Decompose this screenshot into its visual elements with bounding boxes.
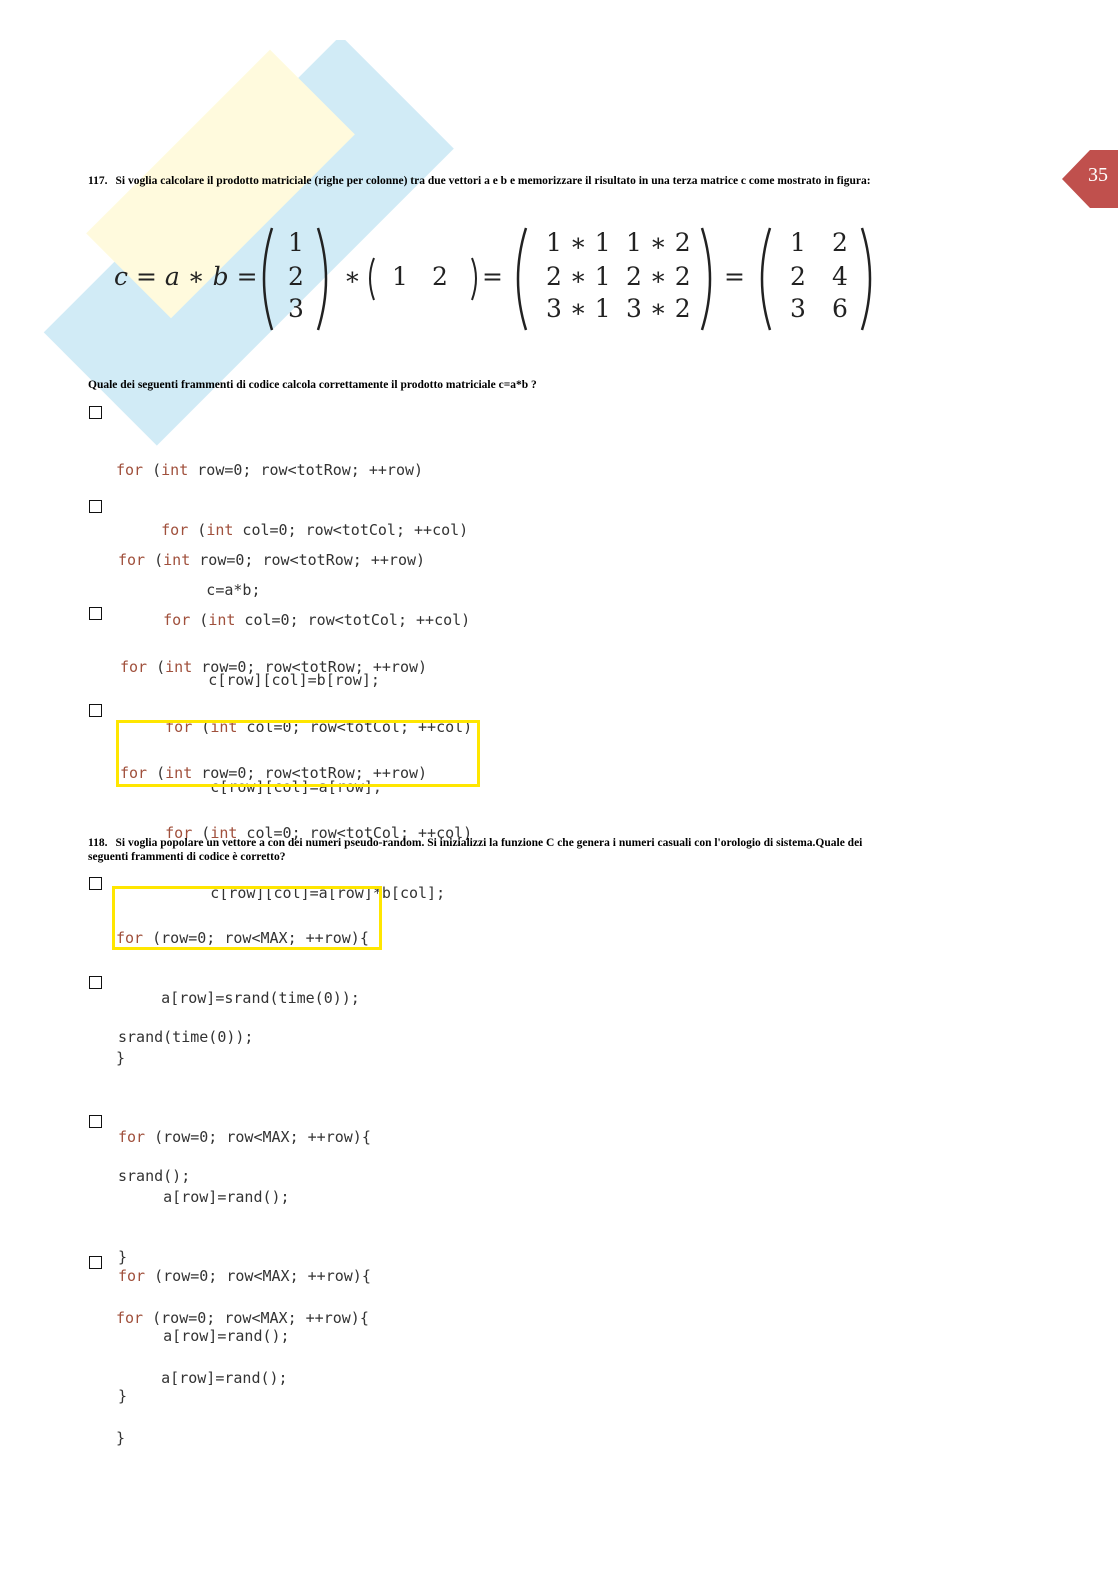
question-117	[88, 174, 1008, 188]
result-3-2: 6	[832, 294, 848, 323]
code-line: for (row=0; row<MAX; ++row){	[116, 929, 369, 947]
code-line: for (int col=0; row<totCol; ++col)	[165, 718, 473, 736]
q117-option-2-checkbox[interactable]	[89, 500, 102, 513]
vector-b-2: 2	[432, 262, 448, 291]
code-line: for (int row=0; row<totRow; ++row)	[120, 764, 428, 782]
code-line: for (row=0; row<MAX; ++row){	[116, 1309, 369, 1327]
question-number: 118.	[88, 837, 108, 849]
code-line: for (int row=0; row<totRow; ++row)	[116, 461, 424, 479]
product-3-1: 3 ∗ 1	[546, 294, 611, 323]
vector-a-1: 1	[288, 228, 304, 257]
code-line: c[row][col]=a[row]*b[col];	[120, 884, 446, 902]
vector-a-3: 3	[288, 294, 304, 323]
q118-option-3-checkbox[interactable]	[89, 1115, 102, 1128]
code-line: srand();	[118, 1167, 191, 1185]
code-line: a[row]=rand();	[118, 1188, 290, 1206]
q118-option-1-checkbox[interactable]	[89, 877, 102, 890]
product-2-2: 2 ∗ 2	[626, 262, 691, 291]
page-number-badge	[1062, 150, 1118, 208]
result-1-1: 1	[790, 228, 806, 257]
q118-option-4-code	[116, 1268, 369, 1468]
vector-b-1: 1	[392, 262, 408, 291]
q118-option-4-checkbox[interactable]	[89, 1256, 102, 1269]
product-1-1: 1 ∗ 1	[546, 228, 611, 257]
question-text-cont: seguenti frammenti di codice è corretto?	[88, 851, 286, 863]
code-line: }	[118, 1387, 128, 1405]
code-line: for (int col=0; row<totCol; ++col)	[165, 824, 473, 842]
product-2-1: 2 ∗ 1	[546, 262, 611, 291]
code-line: c[row][col]=a[row];	[120, 778, 382, 796]
page-number: 35	[1088, 164, 1108, 186]
question-118	[88, 836, 1008, 864]
code-line: for (int row=0; row<totRow; ++row)	[118, 551, 426, 569]
q117-option-4-checkbox[interactable]	[89, 704, 102, 717]
formula-lhs: c = a ∗ b =	[114, 262, 258, 291]
code-line: a[row]=rand();	[116, 1369, 288, 1387]
formula-times: ∗	[344, 262, 361, 291]
product-1-2: 1 ∗ 2	[626, 228, 691, 257]
matrix-formula	[114, 224, 884, 334]
code-line: for (int col=0; row<totCol; ++col)	[161, 521, 469, 539]
vector-b-parens	[364, 254, 484, 304]
q118-option-2-checkbox[interactable]	[89, 976, 102, 989]
q117-option-1-checkbox[interactable]	[89, 406, 102, 419]
code-line: }	[118, 1248, 128, 1266]
code-line: a[row]=rand();	[118, 1327, 290, 1345]
code-line: a[row]=srand(time(0));	[116, 989, 360, 1007]
result-matrix-parens	[754, 224, 880, 334]
code-line: }	[116, 1429, 126, 1447]
formula-equals-1: =	[482, 262, 503, 291]
result-1-2: 2	[832, 228, 848, 257]
code-line: c=a*b;	[116, 581, 261, 599]
code-line: for (row=0; row<MAX; ++row){	[118, 1267, 371, 1285]
code-line: srand(time(0));	[118, 1028, 254, 1046]
question-text: Si voglia calcolare il prodotto matriciale (righe per colonne) tra due vettori a e b e memorizzare il risultato in una terza matrice c come mostrato in figura:	[115, 175, 871, 187]
vector-a-2: 2	[288, 262, 304, 291]
result-3-1: 3	[790, 294, 806, 323]
question-117-prompt: Quale dei seguenti frammenti di codice calcola correttamente il prodotto matriciale c=a*b ?	[88, 379, 537, 391]
question-number: 117.	[88, 175, 108, 187]
code-line: for (row=0; row<MAX; ++row){	[118, 1128, 371, 1146]
code-line: for (int row=0; row<totRow; ++row)	[120, 658, 428, 676]
code-line: for (int col=0; row<totCol; ++col)	[163, 611, 471, 629]
product-3-2: 3 ∗ 2	[626, 294, 691, 323]
code-line: c[row][col]=b[row];	[118, 671, 380, 689]
formula-equals-2: =	[724, 262, 745, 291]
code-line: }	[116, 1049, 126, 1067]
result-2-2: 4	[832, 262, 848, 291]
question-text: Si voglia popolare un vettore a con dei numeri pseudo-random. Si inizializzi la funzione C che genera i numeri casuali con l'orologio di sistema.Quale dei	[115, 837, 863, 849]
q117-option-3-checkbox[interactable]	[89, 607, 102, 620]
result-2-1: 2	[790, 262, 806, 291]
